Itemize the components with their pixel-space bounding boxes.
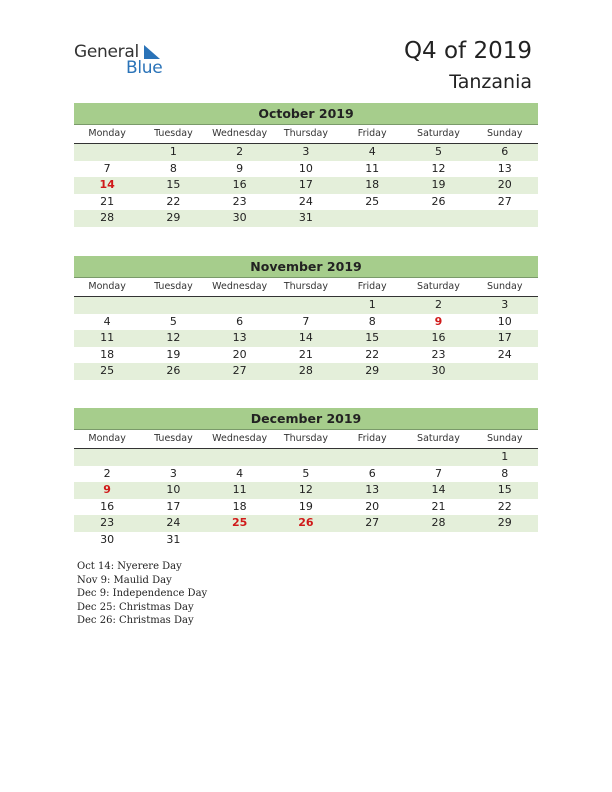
holiday-note: Dec 26: Christmas Day xyxy=(77,615,194,626)
empty-day-cell xyxy=(472,363,538,380)
day-cell: 23 xyxy=(100,516,115,529)
day-cell: 8 xyxy=(368,314,376,328)
day-cell: 20 xyxy=(497,178,512,191)
day-cell: 18 xyxy=(232,499,247,513)
day-cell: 30 xyxy=(431,364,446,377)
country-name: Tanzania xyxy=(449,71,532,93)
empty-day-cell xyxy=(273,297,339,314)
empty-day-cell xyxy=(339,532,405,549)
holiday-day-cell: 25 xyxy=(232,516,248,529)
day-cell: 15 xyxy=(166,178,181,191)
week-row xyxy=(74,297,538,314)
month-november xyxy=(74,256,538,380)
empty-day-cell xyxy=(339,449,405,466)
day-cell: 7 xyxy=(103,161,111,175)
day-cell: 6 xyxy=(501,145,509,158)
empty-day-cell xyxy=(405,210,471,227)
week-row xyxy=(74,532,538,549)
day-cell: 3 xyxy=(169,466,177,480)
day-cell: 12 xyxy=(298,483,313,496)
day-cell: 13 xyxy=(365,483,380,496)
day-cell: 22 xyxy=(365,347,380,361)
day-cell: 21 xyxy=(298,347,313,361)
weekday-label: Tuesday xyxy=(154,128,193,139)
day-cell: 24 xyxy=(166,516,181,529)
day-cell: 16 xyxy=(232,178,247,191)
month-title: November 2019 xyxy=(74,256,538,278)
week-row xyxy=(74,482,538,499)
day-cell: 31 xyxy=(166,532,181,546)
month-december xyxy=(74,408,538,548)
page-title: Q4 of 2019 xyxy=(403,38,532,64)
day-cell: 3 xyxy=(501,298,509,311)
day-cell: 27 xyxy=(365,516,380,529)
empty-day-cell xyxy=(207,449,273,466)
day-cell: 22 xyxy=(497,499,512,513)
week-row xyxy=(74,210,538,227)
day-cell: 8 xyxy=(169,161,177,175)
logo xyxy=(74,42,174,78)
day-cell: 21 xyxy=(100,194,115,208)
month-october xyxy=(74,103,538,227)
day-cell: 29 xyxy=(166,211,181,224)
day-cell: 24 xyxy=(298,194,313,208)
weekday-label: Monday xyxy=(88,281,126,292)
month-title: December 2019 xyxy=(74,408,538,430)
day-cell: 14 xyxy=(298,331,313,344)
day-cell: 25 xyxy=(365,194,380,208)
week-row xyxy=(74,515,538,532)
day-cell: 11 xyxy=(100,331,115,344)
holiday-day-cell: 9 xyxy=(434,314,443,328)
empty-day-cell xyxy=(140,297,206,314)
weekday-label: Saturday xyxy=(417,281,460,292)
day-cell: 5 xyxy=(302,466,310,480)
weekday-label: Wednesday xyxy=(212,281,268,292)
weekday-label: Sunday xyxy=(486,433,523,444)
day-cell: 4 xyxy=(103,314,111,328)
weekday-label: Wednesday xyxy=(212,128,268,139)
weekday-label: Friday xyxy=(357,281,387,292)
day-cell: 2 xyxy=(103,466,111,480)
week-row xyxy=(74,363,538,380)
empty-day-cell xyxy=(339,210,405,227)
empty-day-cell xyxy=(472,532,538,549)
day-cell: 30 xyxy=(232,211,247,224)
holiday-day-cell: 26 xyxy=(298,516,314,529)
weekday-label: Tuesday xyxy=(154,433,193,444)
day-cell: 7 xyxy=(302,314,310,328)
day-cell: 2 xyxy=(236,145,244,158)
empty-day-cell xyxy=(472,210,538,227)
day-cell: 22 xyxy=(166,194,181,208)
day-cell: 13 xyxy=(497,161,512,175)
day-cell: 16 xyxy=(431,331,446,344)
day-cell: 20 xyxy=(232,347,247,361)
day-cell: 19 xyxy=(166,347,181,361)
day-cell: 12 xyxy=(431,161,446,175)
day-cell: 30 xyxy=(100,532,115,546)
day-cell: 4 xyxy=(236,466,244,480)
empty-day-cell xyxy=(207,532,273,549)
weekday-label: Tuesday xyxy=(154,281,193,292)
holiday-day-cell: 14 xyxy=(99,178,115,191)
day-cell: 25 xyxy=(100,364,115,377)
day-cell: 5 xyxy=(434,145,442,158)
day-cell: 26 xyxy=(166,364,181,377)
empty-day-cell xyxy=(207,297,273,314)
day-cell: 7 xyxy=(434,466,442,480)
day-cell: 9 xyxy=(236,161,244,175)
week-row xyxy=(74,161,538,178)
week-row xyxy=(74,449,538,466)
week-row xyxy=(74,466,538,483)
day-cell: 28 xyxy=(298,364,313,377)
week-row xyxy=(74,347,538,364)
day-cell: 11 xyxy=(365,161,380,175)
holiday-day-cell: 9 xyxy=(103,483,111,496)
day-cell: 29 xyxy=(497,516,512,529)
day-cell: 14 xyxy=(431,483,446,496)
weekday-label: Sunday xyxy=(486,128,523,139)
holiday-note: Dec 9: Independence Day xyxy=(77,588,208,599)
month-title: October 2019 xyxy=(74,103,538,125)
day-cell: 6 xyxy=(236,314,244,328)
weekday-header-row xyxy=(74,125,538,144)
weekday-label: Thursday xyxy=(283,281,329,292)
holiday-note: Oct 14: Nyerere Day xyxy=(77,561,182,572)
weekday-label: Saturday xyxy=(417,128,460,139)
empty-day-cell xyxy=(74,297,140,314)
day-cell: 17 xyxy=(166,499,181,513)
day-cell: 11 xyxy=(232,483,247,496)
weekday-header-row xyxy=(74,430,538,449)
week-row xyxy=(74,194,538,211)
day-cell: 29 xyxy=(365,364,380,377)
day-cell: 15 xyxy=(497,483,512,496)
holiday-note: Nov 9: Maulid Day xyxy=(77,574,172,586)
empty-day-cell xyxy=(140,449,206,466)
empty-day-cell xyxy=(74,144,140,161)
day-cell: 13 xyxy=(232,331,247,344)
day-cell: 17 xyxy=(298,178,313,191)
weekday-label: Monday xyxy=(88,128,126,139)
day-cell: 20 xyxy=(365,499,380,513)
day-cell: 18 xyxy=(365,178,380,191)
day-cell: 1 xyxy=(501,450,509,463)
weekday-label: Saturday xyxy=(417,433,460,444)
day-cell: 17 xyxy=(497,331,512,344)
week-row xyxy=(74,330,538,347)
holiday-notes xyxy=(77,560,207,628)
day-cell: 18 xyxy=(100,347,115,361)
day-cell: 24 xyxy=(497,347,512,361)
day-cell: 6 xyxy=(368,466,376,480)
day-cell: 1 xyxy=(368,298,376,311)
week-row xyxy=(74,177,538,194)
day-cell: 10 xyxy=(497,314,512,328)
day-cell: 10 xyxy=(298,161,313,175)
day-cell: 16 xyxy=(100,499,115,513)
day-cell: 27 xyxy=(497,194,512,208)
empty-day-cell xyxy=(405,449,471,466)
day-cell: 15 xyxy=(365,331,380,344)
day-cell: 26 xyxy=(431,194,446,208)
day-cell: 1 xyxy=(169,145,177,158)
weekday-label: Sunday xyxy=(486,281,523,292)
weekday-label: Friday xyxy=(357,433,387,444)
week-row xyxy=(74,499,538,516)
day-cell: 19 xyxy=(298,499,313,513)
weekday-label: Thursday xyxy=(283,128,329,139)
day-cell: 28 xyxy=(431,516,446,529)
holiday-note: Dec 25: Christmas Day xyxy=(77,601,194,613)
day-cell: 12 xyxy=(166,331,181,344)
day-cell: 5 xyxy=(169,314,177,328)
week-row xyxy=(74,314,538,331)
weekday-label: Wednesday xyxy=(212,433,268,444)
empty-day-cell xyxy=(74,449,140,466)
day-cell: 31 xyxy=(298,211,313,224)
weekday-header-row xyxy=(74,278,538,297)
day-cell: 23 xyxy=(232,194,247,208)
logo-blue-text: Blue xyxy=(126,58,163,78)
day-cell: 23 xyxy=(431,347,446,361)
logo-general-text: General xyxy=(74,42,139,62)
day-cell: 27 xyxy=(232,364,247,377)
day-cell: 4 xyxy=(368,145,376,158)
week-row xyxy=(74,144,538,161)
day-cell: 3 xyxy=(302,145,310,158)
day-cell: 8 xyxy=(501,466,509,480)
day-cell: 21 xyxy=(431,499,446,513)
day-cell: 2 xyxy=(434,298,442,311)
empty-day-cell xyxy=(405,532,471,549)
day-cell: 19 xyxy=(431,178,446,191)
weekday-label: Monday xyxy=(88,433,126,444)
weekday-label: Thursday xyxy=(283,433,329,444)
empty-day-cell xyxy=(273,532,339,549)
day-cell: 10 xyxy=(166,483,181,496)
weekday-label: Friday xyxy=(357,128,387,139)
day-cell: 28 xyxy=(100,211,115,224)
empty-day-cell xyxy=(273,449,339,466)
